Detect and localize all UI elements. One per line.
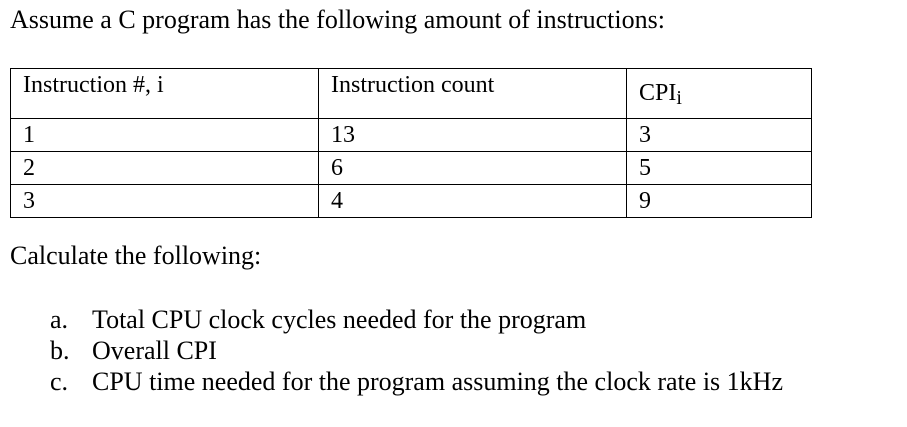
intro-text: Assume a C program has the following amount of instructions: (10, 5, 665, 34)
cell-instruction-count: 6 (319, 152, 627, 185)
instruction-table (10, 68, 812, 218)
list-marker: a. (50, 305, 69, 334)
cell-instruction-number: 3 (11, 185, 319, 218)
list-item (50, 366, 783, 397)
list-item-text: Total CPU clock cycles needed for the program (92, 305, 587, 334)
table-header-row (11, 69, 812, 119)
table-row (11, 119, 812, 152)
cell-cpi: 3 (627, 119, 812, 152)
list-marker: c. (50, 367, 69, 396)
list-marker: b. (50, 336, 70, 365)
table-row (11, 152, 812, 185)
table-row (11, 185, 812, 218)
list-item (50, 335, 783, 366)
cell-cpi: 5 (627, 152, 812, 185)
header-cpi-subscript: i (676, 87, 682, 109)
cell-instruction-count: 13 (319, 119, 627, 152)
header-cpi-base: CPI (639, 80, 677, 106)
header-instruction-count: Instruction count (319, 69, 627, 119)
list-item-text: CPU time needed for the program assuming the clock rate is 1kHz (92, 367, 783, 396)
task-list (50, 304, 783, 397)
cell-cpi: 9 (627, 185, 812, 218)
cell-instruction-number: 2 (11, 152, 319, 185)
header-cpi (627, 69, 812, 119)
header-instruction-number: Instruction #, i (11, 69, 319, 119)
cell-instruction-number: 1 (11, 119, 319, 152)
cell-instruction-count: 4 (319, 185, 627, 218)
list-item-text: Overall CPI (92, 336, 217, 365)
calculate-prompt: Calculate the following: (10, 241, 262, 270)
list-item (50, 304, 783, 335)
